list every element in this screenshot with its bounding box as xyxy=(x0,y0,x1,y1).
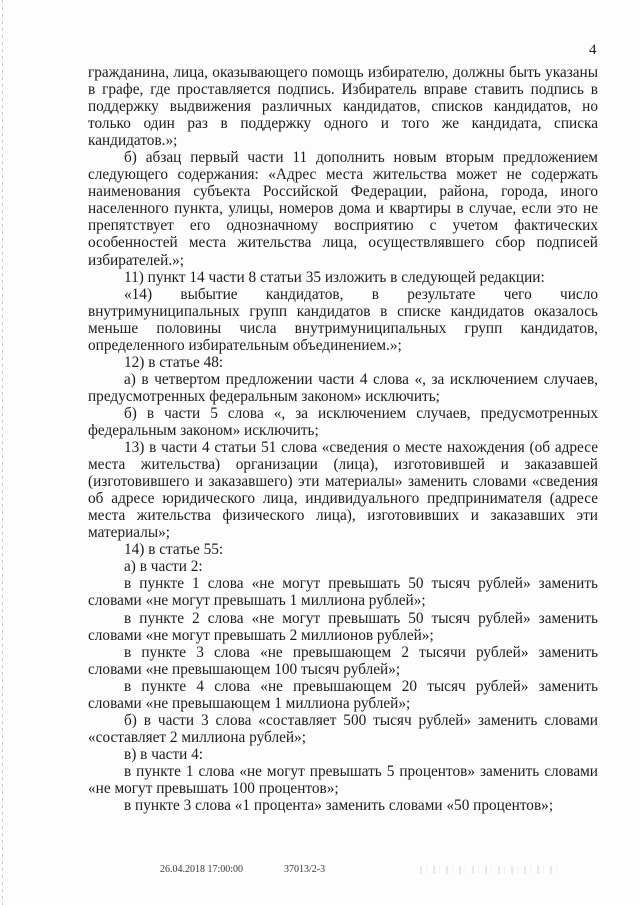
paragraph-punkt-2: в пункте 2 слова «не могут превышать 50 тысяч рублей» заменить словами «не могут превышать 2 миллионов рублей»; xyxy=(88,609,598,644)
paragraph-punkt-1: в пункте 1 слова «не могут превышать 50 тысяч рублей» заменить словами «не могут превышать 1 миллиона рублей»; xyxy=(88,575,598,610)
footer-doc-code: 37013/2-3 xyxy=(284,864,326,875)
paragraph-12-b: б) в части 5 слова «, за исключением случаев, предусмотренных федеральным законом» исключить; xyxy=(88,404,598,439)
paragraph-punkt-3: в пункте 3 слова «не превышающем 2 тысячи рублей» заменить словами «не превышающем 100 тысяч рублей»; xyxy=(88,643,598,678)
paragraph-14-b: б) в части 3 слова «составляет 500 тысяч рублей» заменить словами «составляет 2 миллиона рублей»; xyxy=(88,711,598,746)
paragraph-12-a: а) в четвертом предложении части 4 слова «, за исключением случаев, предусмотренных федеральным законом» исключить; xyxy=(88,370,598,405)
scan-noise xyxy=(420,866,560,874)
paragraph-14-v: в) в части 4: xyxy=(124,745,204,763)
paragraph-b-abzac-11: б) абзац первый части 11 дополнить новым вторым предложением следующего содержания: «Адрес места жительства может не содержать наименования субъекта Российской Федерации, района, города, иного населенного пункта, улицы, номеров дома и квартиры в случае, если это не препятствует его однозначному восприятию с учетом фактических особенностей места жительства лица, осуществлявшего сбор подписей избирателей.»; xyxy=(88,149,598,269)
paragraph-v-punkt-3: в пункте 3 слова «1 процента» заменить словами «50 процентов»; xyxy=(124,797,554,815)
paragraph-item-14: 14) в статье 55: xyxy=(124,541,224,559)
scan-left-edge xyxy=(2,0,3,905)
paragraph-item-12: 12) в статье 48: xyxy=(124,353,224,371)
paragraph-item-11: 11) пункт 14 части 8 статьи 35 изложить в следующей редакции: xyxy=(124,268,545,286)
paragraph-punkt-4: в пункте 4 слова «не превышающем 20 тысяч рублей» заменить словами «не превышающем 1 миллиона рублей»; xyxy=(88,677,598,712)
paragraph-v-punkt-1: в пункте 1 слова «не могут превышать 5 процентов» заменить словами «не могут превышать 100 процентов»; xyxy=(88,762,598,797)
paragraph-continuation: гражданина, лица, оказывающего помощь избирателю, должны быть указаны в графе, где проставляется подпись. Избиратель вправе ставить подпись в поддержку выдвижения различных кандидатов, списков кандидатов, но только один раз в поддержку одного и того же кандидата, списка кандидатов.»; xyxy=(88,64,598,150)
paragraph-item-13: 13) в части 4 статьи 51 слова «сведения о месте нахождения (об адресе места жительства) организации (лица), изготовившей и заказавшей (изготовившего и заказавшего) эти материалы» заменить словами «сведения об адресе юридического лица, индивидуального предпринимателя (адресе места жительства физического лица), изготовивших и заказавших эти материалы»; xyxy=(88,439,598,542)
paragraph-14-a: а) в части 2: xyxy=(124,558,203,576)
page-number: 4 xyxy=(589,42,597,58)
document-body xyxy=(88,64,598,814)
footer-datetime: 26.04.2018 17:00:00 xyxy=(160,864,244,875)
paragraph-item-14-quote: «14) выбытие кандидатов, в результате чего число внутримуниципальных групп кандидатов в списке кандидатов оказалось меньше половины числа внутримуниципальных групп кандидатов, определенного избирательным объединением.»; xyxy=(88,285,598,354)
